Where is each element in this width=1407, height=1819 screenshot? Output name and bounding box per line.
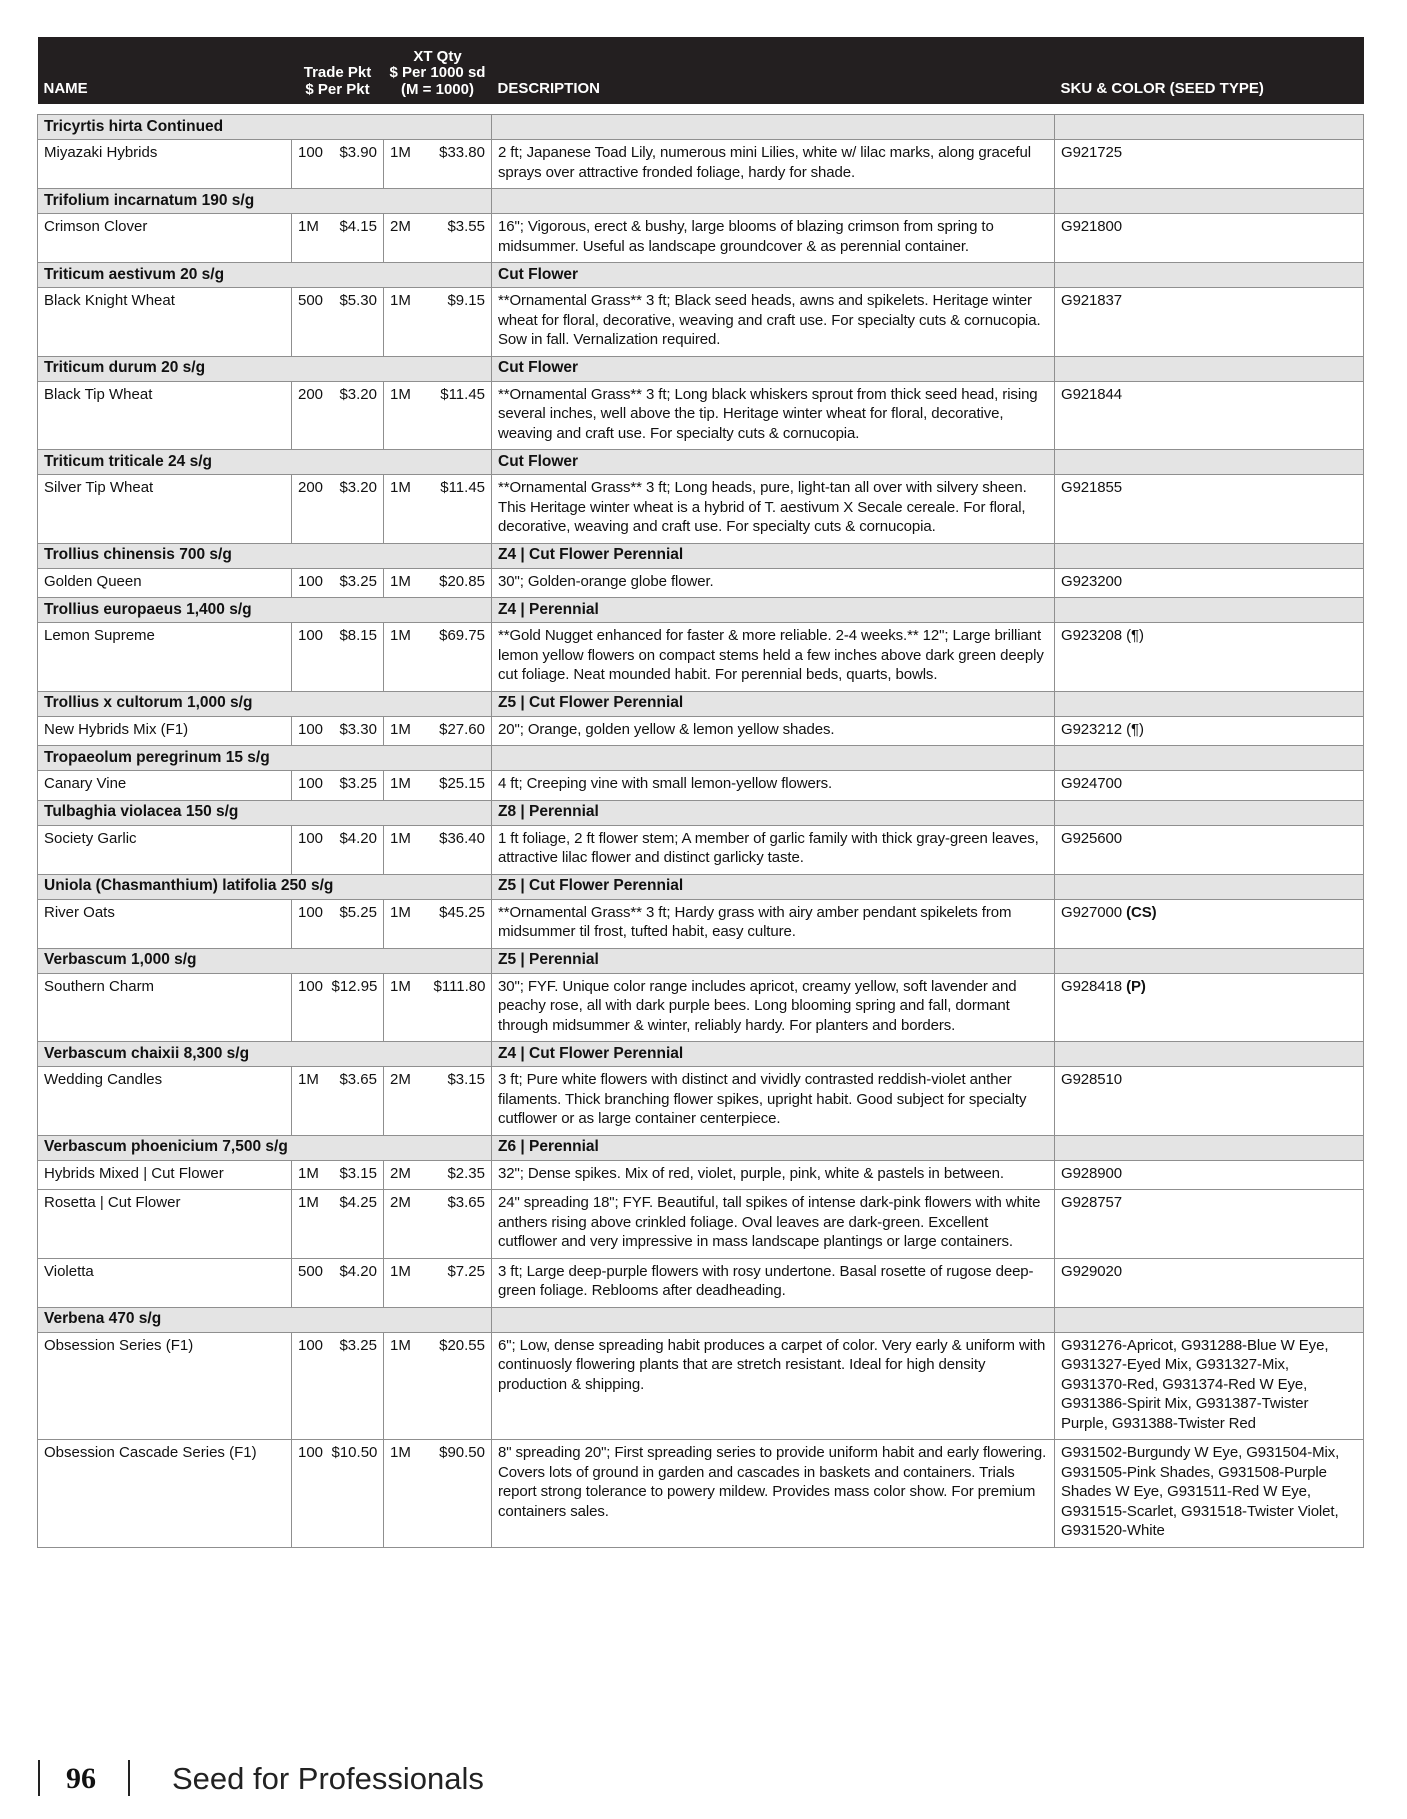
xt-qty: 1M xyxy=(384,1440,434,1548)
sku-color xyxy=(1055,1190,1364,1259)
species-sku-blank xyxy=(1055,115,1364,140)
sku-code: G928418 xyxy=(1061,977,1123,995)
footer-divider xyxy=(38,1760,40,1796)
species-tag: Z6 | Perennial xyxy=(492,1135,1055,1160)
table-header xyxy=(38,37,1364,115)
description: 3 ft; Pure white flowers with distinct and vividly contrasted reddish-violet anther filaments. Thick branching flower spikes, upright habit. Good subject for specialty cutflower or as large container centerpiece. xyxy=(492,1067,1055,1136)
trade-qty: 100 xyxy=(292,568,332,598)
variety-name: Society Garlic xyxy=(38,825,292,874)
sku-code: G923200 xyxy=(1061,572,1123,590)
xt-qty: 1M xyxy=(384,568,434,598)
variety-name: Black Tip Wheat xyxy=(38,381,292,450)
variety-name: Rosetta | Cut Flower xyxy=(38,1190,292,1259)
trade-price: $3.25 xyxy=(332,1332,384,1440)
sku-color xyxy=(1055,973,1364,1042)
sku-color xyxy=(1055,716,1364,746)
table-row xyxy=(38,1067,1364,1136)
sku-color xyxy=(1055,288,1364,357)
species-tag: Cut Flower xyxy=(492,450,1055,475)
price-table xyxy=(37,37,1364,1548)
trade-price: $4.20 xyxy=(332,1258,384,1307)
species-tag: Cut Flower xyxy=(492,356,1055,381)
sku-color xyxy=(1055,381,1364,450)
species-sku-blank xyxy=(1055,263,1364,288)
seed-type-tag: (P) xyxy=(1126,977,1146,995)
table-row xyxy=(38,214,1364,263)
species-name: Trifolium incarnatum 190 s/g xyxy=(38,189,492,214)
species-row xyxy=(38,356,1364,381)
sku-code: G924700 xyxy=(1061,775,1123,792)
xt-qty: 1M xyxy=(384,825,434,874)
species-sku-blank xyxy=(1055,1307,1364,1332)
variety-name: Lemon Supreme xyxy=(38,623,292,692)
table-row xyxy=(38,623,1364,692)
table-row xyxy=(38,1258,1364,1307)
sku-code: G921855 xyxy=(1061,479,1123,496)
variety-name: Obsession Series (F1) xyxy=(38,1332,292,1440)
species-tag xyxy=(492,189,1055,214)
description: 1 ft foliage, 2 ft flower stem; A member of garlic family with thick gray-green leaves, attractive lilac flower and distinct garlicky taste. xyxy=(492,825,1055,874)
trade-price: $12.95 xyxy=(332,973,384,1042)
species-name: Verbascum phoenicium 7,500 s/g xyxy=(38,1135,492,1160)
species-sku-blank xyxy=(1055,189,1364,214)
xt-qty: 2M xyxy=(384,214,434,263)
trade-qty: 100 xyxy=(292,825,332,874)
trade-qty: 100 xyxy=(292,1440,332,1548)
description: **Gold Nugget enhanced for faster & more reliable. 2-4 weeks.** 12"; Large brilliant lemon yellow flowers on compact stems held a few inches above dark green deeply cut foliage. Neat mounded habit. For perennial beds, quarts, bowls. xyxy=(492,623,1055,692)
species-name: Tropaeolum peregrinum 15 s/g xyxy=(38,746,492,771)
description: 4 ft; Creeping vine with small lemon-yellow flowers. xyxy=(492,771,1055,801)
header-sku: SKU & COLOR (SEED TYPE) xyxy=(1055,37,1364,104)
species-name: Triticum durum 20 s/g xyxy=(38,356,492,381)
species-row xyxy=(38,746,1364,771)
variety-name: Crimson Clover xyxy=(38,214,292,263)
xt-price: $11.45 xyxy=(434,475,492,544)
xt-price: $9.15 xyxy=(434,288,492,357)
species-name: Uniola (Chasmanthium) latifolia 250 s/g xyxy=(38,874,492,899)
trade-price: $3.25 xyxy=(332,771,384,801)
sku-color xyxy=(1055,1160,1364,1190)
sku-code: G921800 xyxy=(1061,218,1123,235)
species-tag xyxy=(492,115,1055,140)
footer-title: Seed for Professionals xyxy=(172,1761,484,1796)
sku-code: G925600 xyxy=(1061,829,1123,847)
species-sku-blank xyxy=(1055,1042,1364,1067)
description: 32"; Dense spikes. Mix of red, violet, purple, pink, white & pastels in between. xyxy=(492,1160,1055,1190)
sku-color xyxy=(1055,899,1364,948)
table-row xyxy=(38,381,1364,450)
trade-price: $4.20 xyxy=(332,825,384,874)
description: 30"; FYF. Unique color range includes apricot, creamy yellow, soft lavender and peachy rose, all with dark purple bees. Long blooming spring and fall, dormant through midsummer & winter, reliably hardy. For planters and borders. xyxy=(492,973,1055,1042)
sku-code: G931502-Burgundy W Eye, G931504-Mix, G931505-Pink Shades, G931508-Purple Shades W Eye, G931511-Red W Eye, G931515-Scarlet, G931518-Twister Violet, G931520-White xyxy=(1061,1444,1340,1539)
trade-qty: 1M xyxy=(292,214,332,263)
xt-qty: 1M xyxy=(384,381,434,450)
sku-code: G928757 xyxy=(1061,1194,1123,1211)
page-number: 96 xyxy=(66,1762,96,1795)
xt-price: $69.75 xyxy=(434,623,492,692)
species-row xyxy=(38,1042,1364,1067)
xt-qty: 1M xyxy=(384,771,434,801)
variety-name: Golden Queen xyxy=(38,568,292,598)
species-name: Tricyrtis hirta Continued xyxy=(38,115,492,140)
header-name: NAME xyxy=(38,37,292,104)
species-row xyxy=(38,1135,1364,1160)
species-tag: Z5 | Cut Flower Perennial xyxy=(492,691,1055,716)
table-row xyxy=(38,825,1364,874)
table-row xyxy=(38,716,1364,746)
xt-qty: 1M xyxy=(384,716,434,746)
xt-price: $111.80 xyxy=(434,973,492,1042)
xt-qty: 1M xyxy=(384,475,434,544)
variety-name: Southern Charm xyxy=(38,973,292,1042)
xt-price: $90.50 xyxy=(434,1440,492,1548)
species-row xyxy=(38,450,1364,475)
description: 24" spreading 18"; FYF. Beautiful, tall spikes of intense dark-pink flowers with white anthers rising above crinkled foliage. Oval leaves are dark-green. Excellent cutflower and very impressive in mass landscape plantings or large containers. xyxy=(492,1190,1055,1259)
sku-code: G921837 xyxy=(1061,292,1123,309)
description: 16"; Vigorous, erect & bushy, large blooms of blazing crimson from spring to midsummer. Useful as landscape groundcover & as perennial container. xyxy=(492,214,1055,263)
trade-price: $5.25 xyxy=(332,899,384,948)
table-row xyxy=(38,475,1364,544)
table-row xyxy=(38,1440,1364,1548)
xt-price: $20.55 xyxy=(434,1332,492,1440)
description: **Ornamental Grass** 3 ft; Long heads, pure, light-tan all over with silvery sheen. This Heritage winter wheat is a hybrid of T. aestivum X Secale cereale. For floral, decorative, weaving and craft use. For specialty cuts & cornucopia. xyxy=(492,475,1055,544)
trade-qty: 100 xyxy=(292,899,332,948)
xt-qty: 1M xyxy=(384,623,434,692)
description: **Ornamental Grass** 3 ft; Long black whiskers sprout from thick seed head, rising several inches, well above the tip. Heritage winter wheat for floral, decorative, weaving and craft use. For specialty cuts & cornucopia. xyxy=(492,381,1055,450)
sku-color xyxy=(1055,568,1364,598)
sku-color xyxy=(1055,140,1364,189)
species-sku-blank xyxy=(1055,874,1364,899)
species-name: Verbena 470 s/g xyxy=(38,1307,492,1332)
sku-color xyxy=(1055,1332,1364,1440)
trade-qty: 100 xyxy=(292,140,332,189)
trade-qty: 1M xyxy=(292,1067,332,1136)
trade-qty: 100 xyxy=(292,771,332,801)
variety-name: Wedding Candles xyxy=(38,1067,292,1136)
table-row xyxy=(38,771,1364,801)
sku-code: G921725 xyxy=(1061,144,1123,161)
species-row xyxy=(38,874,1364,899)
species-row xyxy=(38,800,1364,825)
trade-price: $10.50 xyxy=(332,1440,384,1548)
species-name: Trollius chinensis 700 s/g xyxy=(38,543,492,568)
table-row xyxy=(38,1332,1364,1440)
species-tag: Z4 | Cut Flower Perennial xyxy=(492,1042,1055,1067)
sku-code: G921844 xyxy=(1061,385,1123,403)
trade-qty: 1M xyxy=(292,1160,332,1190)
species-tag: Z8 | Perennial xyxy=(492,800,1055,825)
species-sku-blank xyxy=(1055,691,1364,716)
species-sku-blank xyxy=(1055,543,1364,568)
sku-color xyxy=(1055,475,1364,544)
trade-qty: 100 xyxy=(292,1332,332,1440)
trade-price: $3.25 xyxy=(332,568,384,598)
species-tag xyxy=(492,746,1055,771)
sku-code: G923208 (¶) xyxy=(1061,627,1144,644)
xt-price: $2.35 xyxy=(434,1160,492,1190)
species-row xyxy=(38,189,1364,214)
sku-code: G928510 xyxy=(1061,1071,1123,1088)
species-row xyxy=(38,543,1364,568)
species-tag: Z4 | Cut Flower Perennial xyxy=(492,543,1055,568)
trade-price: $4.15 xyxy=(332,214,384,263)
variety-name: Canary Vine xyxy=(38,771,292,801)
description: 20"; Orange, golden yellow & lemon yellow shades. xyxy=(492,716,1055,746)
species-name: Tulbaghia violacea 150 s/g xyxy=(38,800,492,825)
header-xt-qty: XT Qty $ Per 1000 sd (M = 1000) xyxy=(384,37,492,104)
header-description: DESCRIPTION xyxy=(492,37,1055,104)
species-sku-blank xyxy=(1055,1135,1364,1160)
xt-price: $7.25 xyxy=(434,1258,492,1307)
xt-price: $36.40 xyxy=(434,825,492,874)
species-tag: Z5 | Perennial xyxy=(492,948,1055,973)
trade-qty: 200 xyxy=(292,381,332,450)
species-sku-blank xyxy=(1055,450,1364,475)
species-row xyxy=(38,948,1364,973)
xt-qty: 1M xyxy=(384,1258,434,1307)
table-row xyxy=(38,1190,1364,1259)
description: 6"; Low, dense spreading habit produces a carpet of color. Very early & uniform with continuosly flowering plants that are stretch resistant. Ideal for high density production & shipping. xyxy=(492,1332,1055,1440)
species-name: Triticum triticale 24 s/g xyxy=(38,450,492,475)
variety-name: Hybrids Mixed | Cut Flower xyxy=(38,1160,292,1190)
xt-qty: 1M xyxy=(384,288,434,357)
table-row xyxy=(38,973,1364,1042)
description: 2 ft; Japanese Toad Lily, numerous mini Lilies, white w/ lilac marks, along graceful sprays over attractive fronded foliage, hardy for shade. xyxy=(492,140,1055,189)
page-footer xyxy=(38,1758,738,1800)
variety-name: Silver Tip Wheat xyxy=(38,475,292,544)
species-sku-blank xyxy=(1055,800,1364,825)
sku-code: G927000 xyxy=(1061,903,1123,921)
species-sku-blank xyxy=(1055,948,1364,973)
xt-qty: 1M xyxy=(384,140,434,189)
species-sku-blank xyxy=(1055,598,1364,623)
trade-qty: 500 xyxy=(292,1258,332,1307)
species-sku-blank xyxy=(1055,746,1364,771)
trade-qty: 200 xyxy=(292,475,332,544)
trade-price: $3.20 xyxy=(332,475,384,544)
table-row xyxy=(38,288,1364,357)
xt-qty: 2M xyxy=(384,1190,434,1259)
trade-price: $5.30 xyxy=(332,288,384,357)
trade-price: $4.25 xyxy=(332,1190,384,1259)
variety-name: Miyazaki Hybrids xyxy=(38,140,292,189)
species-name: Triticum aestivum 20 s/g xyxy=(38,263,492,288)
sku-color xyxy=(1055,623,1364,692)
footer-divider xyxy=(128,1760,130,1796)
species-name: Verbascum chaixii 8,300 s/g xyxy=(38,1042,492,1067)
species-row xyxy=(38,115,1364,140)
sku-color xyxy=(1055,1440,1364,1548)
xt-price: $45.25 xyxy=(434,899,492,948)
trade-qty: 500 xyxy=(292,288,332,357)
description: 8" spreading 20"; First spreading series to provide uniform habit and early flowering. Covers lots of ground in garden and cascades in baskets and containers. Trials report strong tolerance to powery mildew. Provides mass color show. For premium containers sales. xyxy=(492,1440,1055,1548)
variety-name: Obsession Cascade Series (F1) xyxy=(38,1440,292,1548)
xt-price: $3.15 xyxy=(434,1067,492,1136)
xt-price: $20.85 xyxy=(434,568,492,598)
trade-price: $3.15 xyxy=(332,1160,384,1190)
xt-qty: 2M xyxy=(384,1160,434,1190)
sku-code: G931276-Apricot, G931288-Blue W Eye, G931327-Eyed Mix, G931327-Mix, G931370-Red, G931374-Red W Eye, G931386-Spirit Mix, G931387-Twister Purple, G931388-Twister Red xyxy=(1061,1336,1329,1432)
xt-qty: 2M xyxy=(384,1067,434,1136)
species-row xyxy=(38,598,1364,623)
species-name: Trollius x cultorum 1,000 s/g xyxy=(38,691,492,716)
table-row xyxy=(38,1160,1364,1190)
table-row xyxy=(38,140,1364,189)
variety-name: New Hybrids Mix (F1) xyxy=(38,716,292,746)
xt-price: $33.80 xyxy=(434,140,492,189)
variety-name: River Oats xyxy=(38,899,292,948)
xt-qty: 1M xyxy=(384,1332,434,1440)
description: **Ornamental Grass** 3 ft; Hardy grass with airy amber pendant spikelets from midsummer til frost, tufted habit, easy culture. xyxy=(492,899,1055,948)
sku-color xyxy=(1055,1067,1364,1136)
trade-qty: 100 xyxy=(292,716,332,746)
header-trade-pkt: Trade Pkt $ Per Pkt xyxy=(292,37,384,104)
description: **Ornamental Grass** 3 ft; Black seed heads, awns and spikelets. Heritage winter wheat for floral, decorative, weaving and craft use. For specialty cuts & cornucopia. Sow in fall. Vernalization required. xyxy=(492,288,1055,357)
variety-name: Black Knight Wheat xyxy=(38,288,292,357)
xt-qty: 1M xyxy=(384,899,434,948)
sku-code: G929020 xyxy=(1061,1262,1123,1280)
trade-qty: 100 xyxy=(292,973,332,1042)
seed-type-tag: (CS) xyxy=(1126,903,1157,921)
table-body xyxy=(38,115,1364,1548)
trade-price: $3.30 xyxy=(332,716,384,746)
description: 30"; Golden-orange globe flower. xyxy=(492,568,1055,598)
species-tag xyxy=(492,1307,1055,1332)
table-row xyxy=(38,568,1364,598)
sku-color xyxy=(1055,1258,1364,1307)
trade-price: $3.65 xyxy=(332,1067,384,1136)
sku-color xyxy=(1055,214,1364,263)
trade-qty: 1M xyxy=(292,1190,332,1259)
trade-price: $3.90 xyxy=(332,140,384,189)
trade-price: $8.15 xyxy=(332,623,384,692)
table-row xyxy=(38,899,1364,948)
xt-qty: 1M xyxy=(384,973,434,1042)
species-name: Verbascum 1,000 s/g xyxy=(38,948,492,973)
species-row xyxy=(38,263,1364,288)
species-tag: Z5 | Cut Flower Perennial xyxy=(492,874,1055,899)
trade-price: $3.20 xyxy=(332,381,384,450)
trade-qty: 100 xyxy=(292,623,332,692)
sku-code: G923212 (¶) xyxy=(1061,720,1144,738)
sku-color xyxy=(1055,825,1364,874)
sku-code: G928900 xyxy=(1061,1164,1123,1182)
sku-color xyxy=(1055,771,1364,801)
xt-price: $3.65 xyxy=(434,1190,492,1259)
species-tag: Z4 | Perennial xyxy=(492,598,1055,623)
species-tag: Cut Flower xyxy=(492,263,1055,288)
description: 3 ft; Large deep-purple flowers with rosy undertone. Basal rosette of rugose deep-green foliage. Reblooms after deadheading. xyxy=(492,1258,1055,1307)
xt-price: $3.55 xyxy=(434,214,492,263)
species-name: Trollius europaeus 1,400 s/g xyxy=(38,598,492,623)
xt-price: $11.45 xyxy=(434,381,492,450)
species-sku-blank xyxy=(1055,356,1364,381)
variety-name: Violetta xyxy=(38,1258,292,1307)
xt-price: $25.15 xyxy=(434,771,492,801)
species-row xyxy=(38,1307,1364,1332)
species-row xyxy=(38,691,1364,716)
xt-price: $27.60 xyxy=(434,716,492,746)
